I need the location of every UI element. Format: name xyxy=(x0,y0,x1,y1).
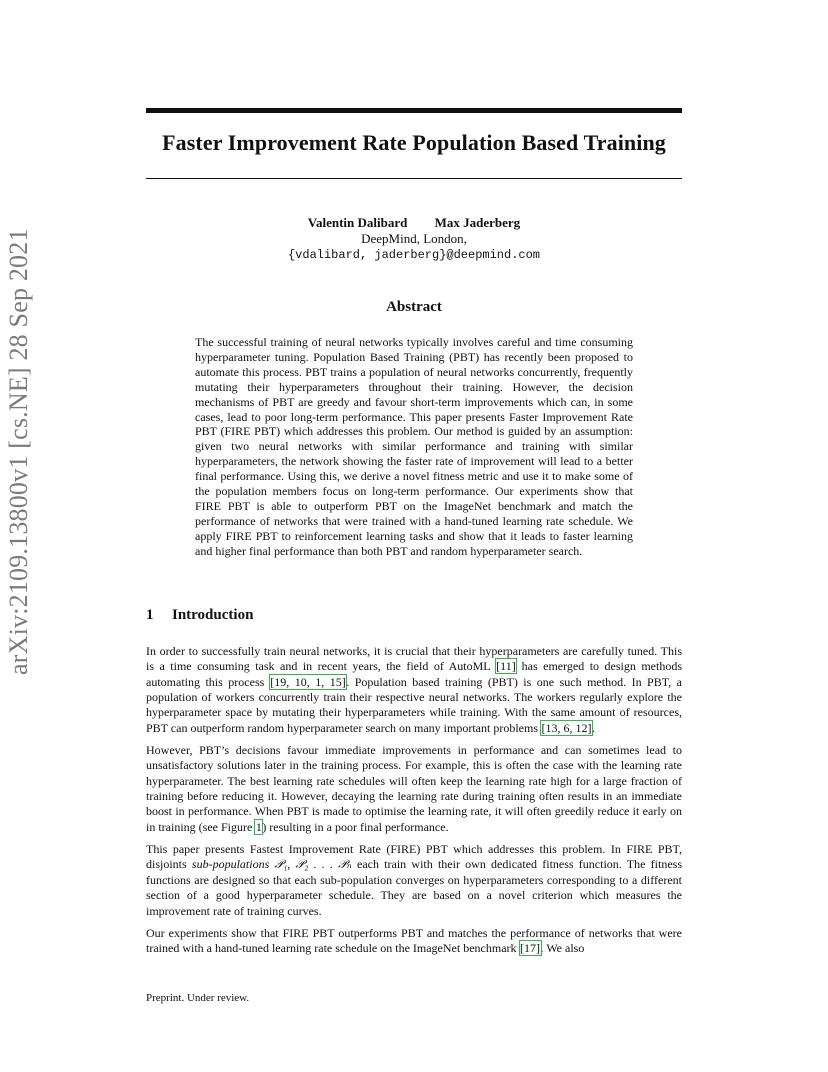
paragraph: However, PBT’s decisions favour immediate improvements in performance and can sometimes lead to unsatisfactory solutions later in the training process. For example, this is often the case with the learning rate hyperparameter. The best learning rate schedules will often keep the learning rate high for a large fraction of training before reducing it. However, decaying the learning rate during training often results in an immediate boost in performance. When PBT is made to optimise the learning rate, it will often greedily reduce it early on in training (see Figure 1) resulting in a poor final performance. xyxy=(146,743,682,834)
citation-link[interactable]: [13, 6, 12] xyxy=(541,720,592,735)
footer-note: Preprint. Under review. xyxy=(146,992,250,1004)
paragraph: Our experiments show that FIRE PBT outperforms PBT and matches the performance of networks that were trained with a hand-tuned learning rate schedule on the ImageNet benchmark [17]. We also xyxy=(146,925,682,956)
introduction-body xyxy=(146,644,682,964)
title-rule-top xyxy=(146,108,682,113)
author-block xyxy=(146,215,682,263)
section-heading-introduction xyxy=(146,607,253,624)
author-affiliation: DeepMind, London, xyxy=(361,231,467,246)
abstract-heading: Abstract xyxy=(386,299,442,315)
paragraph: This paper presents Fastest Improvement Rate (FIRE) PBT which addresses this problem. In FIRE PBT, disjoints sub-populations 𝒫₁, 𝒫₂ . . . 𝒫ₙ each train with their own dedicated fitness function. The fitness functions are designed so that each sub-population converges on hyperparameters corresponding to a different section of a good hyperparameter schedule. They are based on a novel criterion which measures the improvement rate of training curves. xyxy=(146,842,683,918)
section-number: 1 xyxy=(146,607,154,623)
math-expression: 𝒫₁, 𝒫₂ . . . 𝒫ₙ xyxy=(274,857,352,872)
italic-term: sub-populations xyxy=(191,857,270,872)
author-email: {vdalibard, jaderberg}@deepmind.com xyxy=(287,248,541,262)
citation-link[interactable]: [11] xyxy=(496,659,516,674)
title-rule-bottom xyxy=(146,178,682,179)
abstract-text: The successful training of neural networks typically involves careful and time consuming hyperparameter tuning. Population Based Training (PBT) has recently been proposed to automate this process. PBT trains a population of neural networks concurrently, frequently mutating their hyperparameters throughout their training. However, the decision mechanisms of PBT are greedy and favour short-term improvements which can, in some cases, lead to poor long-term performance. This paper presents Faster Improvement Rate PBT (FIRE PBT) which addresses this problem. Our method is guided by an assumption: given two neural networks with similar performance and training with similar hyperparameters, the network showing the faster rate of improvement will lead to a better final performance. Using this, we derive a novel fitness metric and use it to make some of the population members focus on long-term performance. Our experiments show that FIRE PBT is able to outperform PBT on the ImageNet benchmark and match the performance of networks that were trained with a hand-tuned learning rate schedule. We apply FIRE PBT to reinforcement learning tasks and show that it leads to faster learning and higher final performance than both PBT and random hyperparameter search. xyxy=(195,335,633,558)
paper-title: Faster Improvement Rate Population Based Training xyxy=(162,130,666,155)
figure-reference-link[interactable]: 1 xyxy=(255,819,262,834)
citation-link[interactable]: [17] xyxy=(520,941,541,956)
paragraph: In order to successfully train neural networks, it is crucial that their hyperparameters are carefully tuned. This is a time consuming task and in recent years, the field of AutoML [11] has emerged to design methods automating this process [19, 10, 1, 15]. Population based training (PBT) is one such method. In PBT, a population of workers concurrently train their respective neural networks. The workers regularly explore the hyperparameter space by mutating their hyperparameters while training. With the same amount of resources, PBT can outperform random hyperparameter search on many important problems [13, 6, 12]. xyxy=(146,644,682,735)
author-name: Max Jaderberg xyxy=(434,215,521,230)
arxiv-stamp: arXiv:2109.13800v1 [cs.NE] 28 Sep 2021 xyxy=(4,228,33,675)
section-title: Introduction xyxy=(172,607,254,623)
author-names xyxy=(146,215,682,231)
citation-link[interactable]: [19, 10, 1, 15] xyxy=(270,674,346,689)
author-name: Valentin Dalibard xyxy=(307,215,408,230)
